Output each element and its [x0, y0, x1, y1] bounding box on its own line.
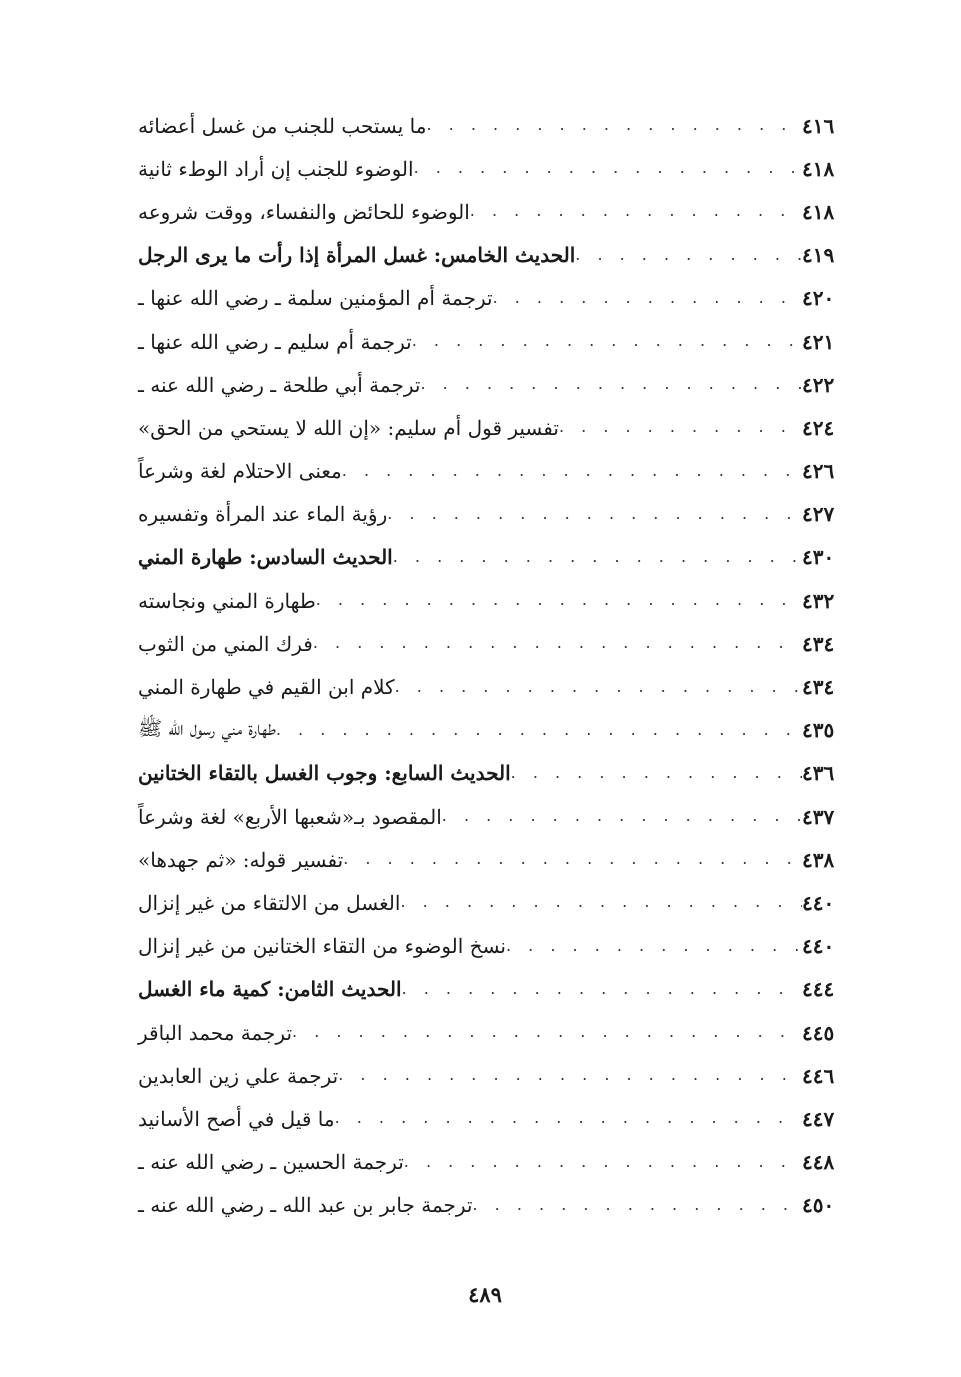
toc-entry — [128, 881, 848, 924]
toc-entry-title: طهارة مني رسول الله ﷺ — [138, 715, 276, 740]
toc-entry-page-number: ٤٣٥ — [802, 718, 835, 743]
toc-entry-title: ما قيل في أصح الأسانيد — [138, 1106, 335, 1131]
dot-leader — [575, 245, 802, 266]
toc-entry — [128, 450, 848, 493]
toc-entry-page-number: ٤١٩ — [802, 243, 835, 268]
toc-entry-title: ترجمة جابر بن عبد الله ـ رضي الله عنه ـ — [138, 1193, 473, 1218]
toc-entry — [128, 104, 848, 147]
toc-entry-page-number: ٤٤٠ — [802, 934, 835, 959]
toc-entry-title: ترجمة محمد الباقر — [138, 1020, 293, 1045]
toc-entry-page-number: ٤٥٠ — [802, 1193, 835, 1218]
toc-entry — [128, 493, 848, 536]
toc-entry-title: الوضوء للجنب إن أراد الوطء ثانية — [138, 156, 414, 181]
dot-leader — [470, 201, 802, 222]
toc-entry — [128, 838, 848, 881]
toc-section-heading — [128, 968, 848, 1011]
toc-entry — [128, 277, 848, 320]
dot-leader — [335, 1108, 802, 1129]
toc-entry-title: ترجمة أم المؤمنين سلمة ـ رضي الله عنها ـ — [138, 286, 493, 311]
dot-leader — [506, 936, 802, 957]
table-of-contents — [128, 104, 848, 1227]
toc-entry — [128, 406, 848, 449]
toc-entry — [128, 1141, 848, 1184]
toc-entry — [128, 795, 848, 838]
dot-leader — [313, 633, 802, 654]
toc-entry-page-number: ٤٣٤ — [802, 675, 835, 700]
dot-leader — [400, 892, 802, 913]
dot-leader — [395, 677, 802, 698]
toc-entry — [128, 1011, 848, 1054]
dot-leader — [387, 504, 802, 525]
toc-entry-title: ترجمة أبي طلحة ـ رضي الله عنه ـ — [138, 372, 421, 397]
toc-entry — [128, 1184, 848, 1227]
toc-entry-page-number: ٤٣٤ — [802, 631, 835, 656]
toc-section-heading — [128, 536, 848, 579]
toc-entry — [128, 1097, 848, 1140]
toc-entry-title: رؤية الماء عند المرأة وتفسيره — [138, 502, 388, 527]
toc-entry-page-number: ٤٣٢ — [802, 588, 835, 613]
toc-entry-title: ترجمة الحسين ـ رضي الله عنه ـ — [138, 1150, 404, 1175]
toc-entry — [128, 190, 848, 233]
toc-entry-title: تفسير قول أم سليم: «إن الله لا يستحي من الحق» — [138, 415, 559, 440]
toc-section-heading — [128, 234, 848, 277]
toc-entry-title: الغسل من الالتقاء من غير إنزال — [138, 890, 401, 915]
toc-entry-title: الوضوء للحائض والنفساء، ووقت شروعه — [138, 199, 470, 224]
dot-leader — [393, 547, 802, 568]
toc-entry-page-number: ٤٣٦ — [802, 761, 835, 786]
toc-entry-page-number: ٤٣٠ — [802, 545, 835, 570]
dot-leader — [511, 763, 802, 784]
toc-entry — [128, 925, 848, 968]
toc-entry-page-number: ٤٢٧ — [802, 502, 835, 527]
toc-entry — [128, 1054, 848, 1097]
toc-entry — [128, 320, 848, 363]
dot-leader — [404, 1152, 802, 1173]
toc-entry-title: فرك المني من الثوب — [138, 631, 313, 656]
toc-entry-title: ترجمة أم سليم ـ رضي الله عنها ـ — [138, 329, 412, 354]
toc-entry-title: الحديث الثامن: كمية ماء الغسل — [138, 977, 402, 1002]
dot-leader — [414, 158, 802, 179]
dot-leader — [493, 288, 802, 309]
toc-entry-page-number: ٤٤٤ — [802, 977, 835, 1002]
dot-leader — [402, 979, 802, 1000]
toc-entry-page-number: ٤٤٠ — [802, 890, 835, 915]
dot-leader — [473, 1195, 803, 1216]
toc-entry-title: الحديث الخامس: غسل المرأة إذا رأت ما يرى الرجل — [138, 243, 576, 268]
toc-entry-title: الحديث السابع: وجوب الغسل بالتقاء الختانين — [138, 761, 511, 786]
toc-entry — [128, 622, 848, 665]
toc-entry-title: الحديث السادس: طهارة المني — [138, 545, 393, 570]
dot-leader — [442, 806, 802, 827]
toc-entry-title: ما يستحب للجنب من غسل أعضائه — [138, 113, 427, 138]
dot-leader — [559, 417, 802, 438]
dot-leader — [343, 849, 802, 870]
dot-leader — [412, 331, 802, 352]
dot-leader — [276, 720, 802, 741]
toc-entry-title: نسخ الوضوء من التقاء الختانين من غير إنزال — [138, 934, 506, 959]
toc-entry — [128, 665, 848, 708]
toc-entry — [128, 709, 848, 752]
dot-leader — [292, 1022, 802, 1043]
toc-entry-page-number: ٤٢٤ — [802, 415, 835, 440]
dot-leader — [427, 115, 803, 136]
toc-section-heading — [128, 752, 848, 795]
toc-entry — [128, 363, 848, 406]
toc-entry-title: تفسير قوله: «ثم جهدها» — [138, 847, 344, 872]
page-number-footer: ٤٨٩ — [468, 1282, 502, 1307]
toc-entry-page-number: ٤٢٦ — [802, 459, 835, 484]
toc-entry-page-number: ٤٤٦ — [802, 1063, 835, 1088]
toc-entry-page-number: ٤٤٧ — [802, 1106, 835, 1131]
toc-entry-page-number: ٤٢١ — [802, 329, 835, 354]
toc-entry-title: كلام ابن القيم في طهارة المني — [138, 675, 395, 700]
toc-entry-page-number: ٤١٨ — [802, 199, 835, 224]
toc-entry-page-number: ٤٢٢ — [802, 372, 835, 397]
toc-entry-title: ترجمة علي زين العابدين — [138, 1063, 339, 1088]
toc-entry-title: طهارة المني ونجاسته — [138, 588, 316, 613]
toc-entry — [128, 579, 848, 622]
dot-leader — [420, 374, 802, 395]
dot-leader — [342, 461, 802, 482]
toc-entry-page-number: ٤٤٥ — [802, 1020, 835, 1045]
toc-entry-page-number: ٤١٨ — [802, 156, 835, 181]
dot-leader — [338, 1065, 802, 1086]
dot-leader — [316, 590, 802, 611]
toc-entry — [128, 147, 848, 190]
toc-entry-page-number: ٤٢٠ — [802, 286, 835, 311]
toc-entry-page-number: ٤٤٨ — [802, 1150, 835, 1175]
toc-entry-page-number: ٤١٦ — [802, 113, 835, 138]
toc-entry-page-number: ٤٣٧ — [802, 804, 835, 829]
toc-entry-title: المقصود بـ«شعبها الأربع» لغة وشرعاً — [138, 804, 442, 829]
toc-entry-page-number: ٤٣٨ — [802, 847, 835, 872]
toc-entry-title: معنى الاحتلام لغة وشرعاً — [138, 459, 342, 484]
